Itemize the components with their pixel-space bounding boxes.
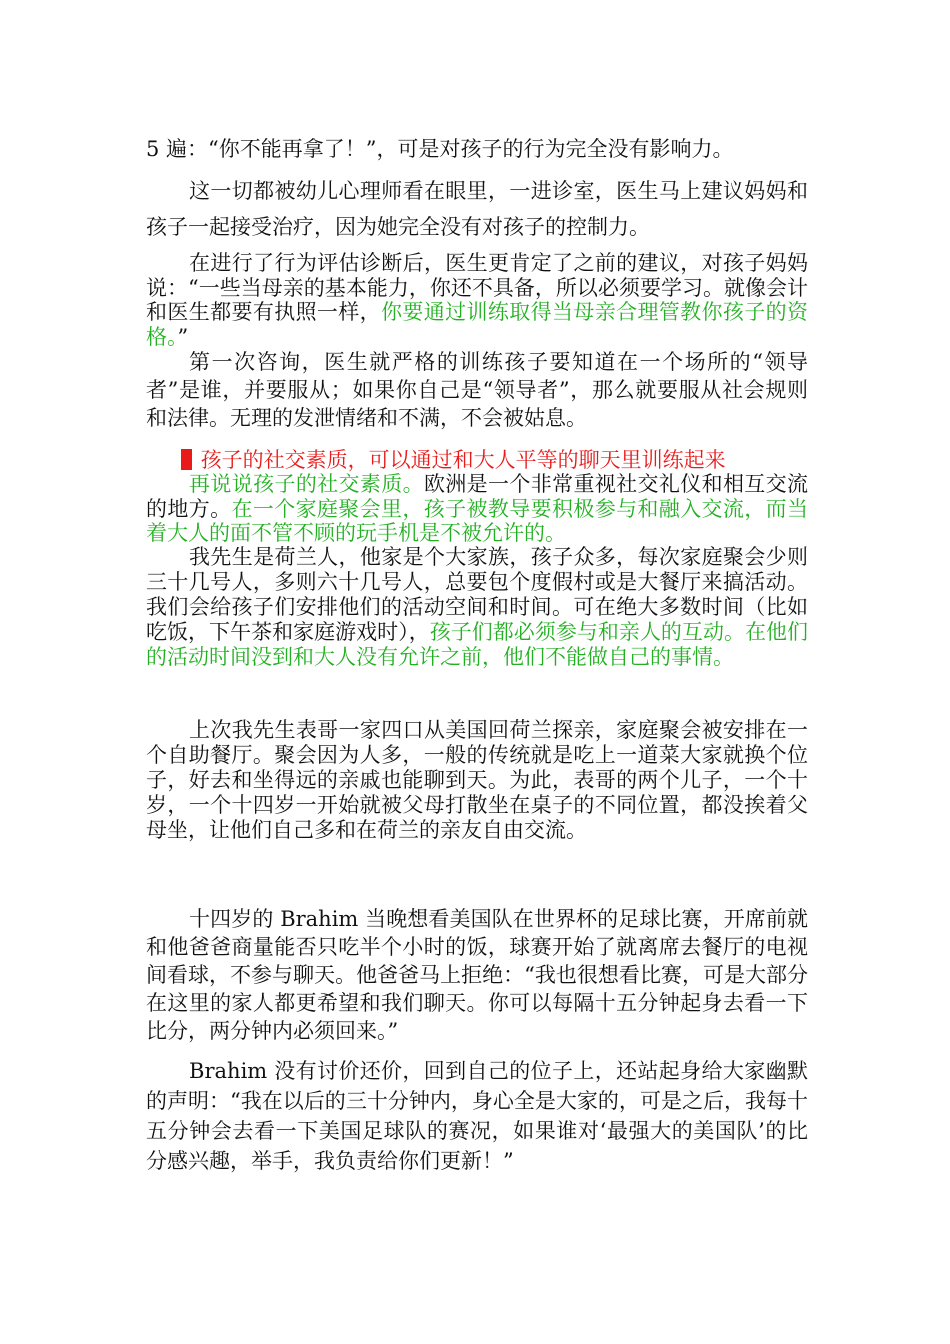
paragraph-1 [146, 136, 808, 163]
highlighted-text: 在一个家庭聚会里，孩子被教导要积极参与和融入交流，而当着大人的面不管不顾的玩手机是不被允许的。 [146, 496, 808, 545]
section-heading [146, 448, 808, 472]
paragraph-2 [146, 173, 808, 245]
paragraph-9 [146, 1056, 808, 1176]
text-run: 我先生是荷兰人，他家是个大家族，孩子众多，每次家庭聚会少则三十几号人，多则六十几号人，总要包个度假村或是大餐厅来搞活动。我们会给孩子们安排他们的活动空间和时间。可在绝大多数时间（比如吃饭，下午茶和家庭游戏时）， [146, 545, 808, 644]
text-run: 第一次咨询，医生就严格的训练孩子要知道在一个场所的“领导者”是谁，并要服从；如果你自己是“领导者”，那么就要服从社会规则和法律。无理的发泄情绪和不满，不会被姑息。 [146, 350, 808, 430]
highlighted-text: 你要通过训练取得当母亲合理管教你孩子的资格。 [146, 300, 809, 349]
text-run: ” [177, 324, 189, 349]
highlighted-text: 孩子们都必须参与和亲人的互动。在他们的活动时间没到和大人没有允许之前，他们不能做自己的事情。 [146, 620, 809, 669]
paragraph-5 [146, 472, 808, 546]
paragraph-7 [146, 718, 808, 843]
text-run: 欧洲是一个非常重视社交礼仪和相互交流的地方。 [146, 472, 809, 521]
paragraph-6 [146, 545, 808, 670]
text-run: Brahim 没有讨价还价，回到自己的位子上，还站起身给大家幽默的声明：“我在以后的三十分钟内，身心全是大家的，可是之后，我每十五分钟会去看一下美国足球队的赛况，如果谁对‘最强大的美国队’的比分感兴趣，举手，我负责给你们更新！” [146, 1059, 808, 1173]
text-run: 5 遍：“你不能再拿了！”，可是对孩子的行为完全没有影响力。 [146, 137, 734, 161]
text-run: 这一切都被幼儿心理师看在眼里，一进诊室，医生马上建议妈妈和孩子一起接受治疗，因为她完全没有对孩子的控制力。 [146, 179, 808, 239]
red-marker-icon [181, 449, 192, 470]
paragraph-3 [146, 251, 808, 349]
heading-text: 孩子的社交素质，可以通过和大人平等的聊天里训练起来 [200, 448, 726, 472]
highlighted-text: 再说说孩子的社交素质。 [189, 472, 424, 496]
paragraph-4 [146, 348, 808, 432]
paragraph-8 [146, 905, 808, 1045]
text-run: 十四岁的 Brahim 当晚想看美国队在世界杯的足球比赛，开席前就和他爸爸商量能否只吃半个小时的饭，球赛开始了就离席去餐厅的电视间看球，不参与聊天。他爸爸马上拒绝：“我也很想看比赛，可是大部分在这里的家人都更希望和我们聊天。你可以每隔十五分钟起身去看一下比分，两分钟内必须回来。” [146, 907, 808, 1043]
text-run: 上次我先生表哥一家四口从美国回荷兰探亲，家庭聚会被安排在一个自助餐厅。聚会因为人多，一般的传统就是吃上一道菜大家就换个位子，好去和坐得远的亲戚也能聊到天。为此，表哥的两个儿子，一个十岁，一个十四岁一开始就被父母打散坐在桌子的不同位置，都没挨着父母坐，让他们自己多和在荷兰的亲友自由交流。 [146, 718, 808, 842]
text-run: 在进行了行为评估诊断后，医生更肯定了之前的建议，对孩子妈妈说：“一些当母亲的基本能力，你还不具备，所以必须要学习。就像会计和医生都要有执照一样， [146, 251, 808, 324]
